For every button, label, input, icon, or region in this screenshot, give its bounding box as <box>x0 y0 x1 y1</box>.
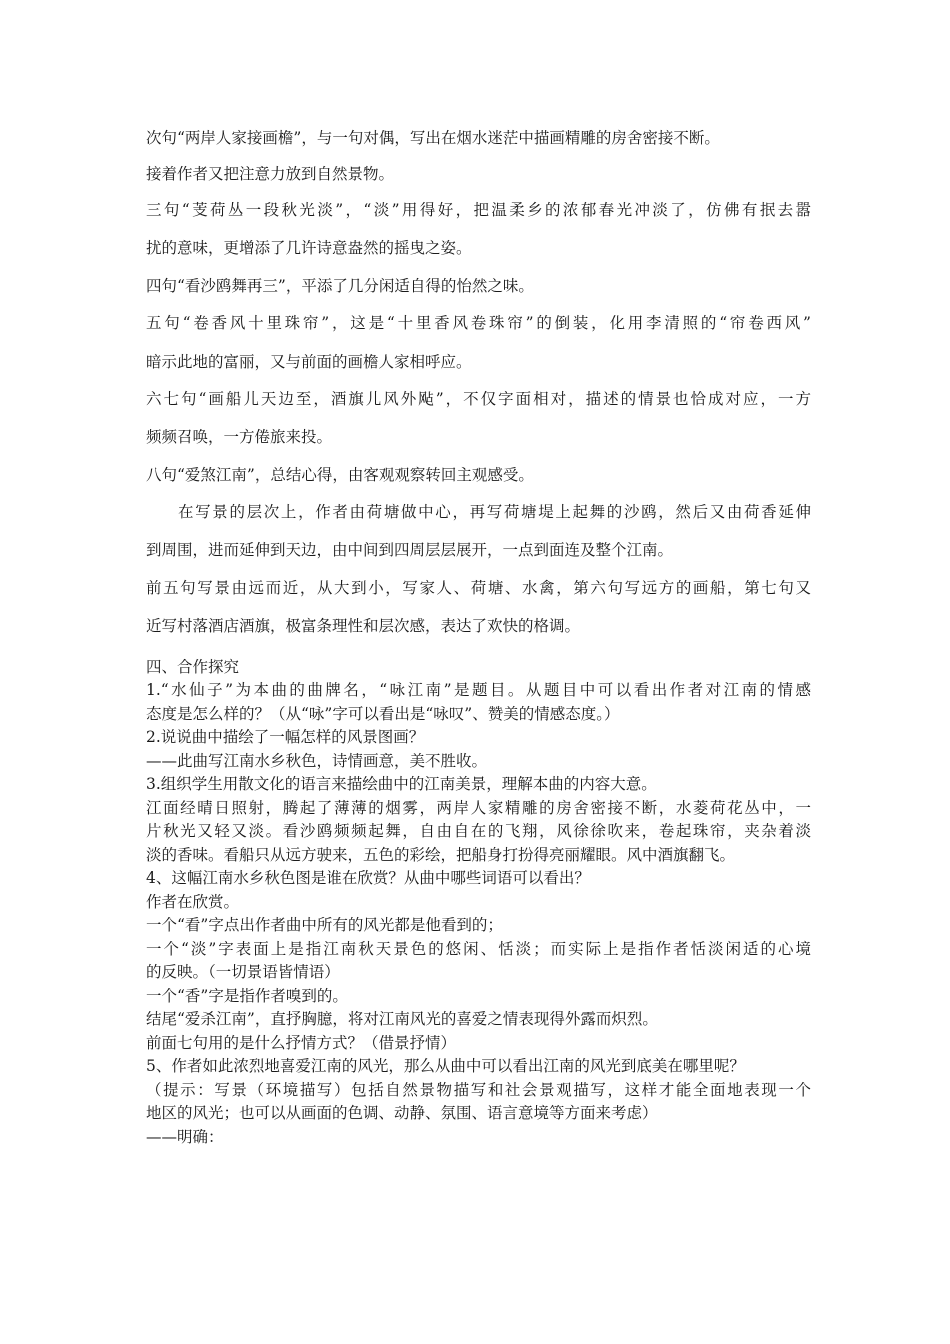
text-line: 淡的香味。看船只从远方驶来，五色的彩绘，把船身打扮得亮丽耀眼。风中酒旗翻飞。 <box>146 846 736 864</box>
text-line: 四句“看沙鸥舞再三”，平添了几分闲适自得的怡然之味。 <box>146 277 534 295</box>
text-line: 4、这幅江南水乡秋色图是谁在欣赏？从曲中哪些词语可以看出？ <box>146 869 590 887</box>
text-line: 的反映。（一切景语皆情语） <box>146 963 340 981</box>
text-line: 近写村落酒店酒旗，极富条理性和层次感，表达了欢快的格调。 <box>146 617 581 635</box>
text-line: 三句“芰荷丛一段秋光淡”，“淡”用得好，把温柔乡的浓郁春光冲淡了，仿佛有抿去嚣 <box>146 201 811 219</box>
text-line: 一个“香”字是指作者嗅到的。 <box>146 987 348 1005</box>
text-line: 接着作者又把注意力放到自然景物。 <box>146 165 395 183</box>
text-line: 到周围，进而延伸到天边，由中间到四周层层展开，一点到面连及整个江南。 <box>146 541 674 559</box>
text-line: 一个“看”字点出作者曲中所有的风光都是他看到的； <box>146 916 503 934</box>
text-line: 前五句写景由远而近，从大到小，写家人、荷塘、水禽，第六句写远方的画船，第七句又 <box>146 579 811 597</box>
text-line: 八句“爱煞江南”，总结心得，由客观观察转回主观感受。 <box>146 466 534 484</box>
text-line: 频频召唤，一方倦旅来投。 <box>146 428 333 446</box>
text-line: 六七句“画船儿天边至，酒旗儿风外飐”，不仅字面相对，描述的情景也恰成对应，一方 <box>146 390 811 408</box>
text-line: 在写景的层次上，作者由荷塘做中心，再写荷塘堤上起舞的沙鸥，然后又由荷香延伸 <box>178 503 811 521</box>
text-line: 五句“卷香风十里珠帘”，这是“十里香风卷珠帘”的倒装，化用李清照的“帘卷西风” <box>146 314 811 332</box>
text-line: ——此曲写江南水乡秋色，诗情画意，美不胜收。 <box>146 752 488 770</box>
text-line: 态度是怎么样的？（从“咏”字可以看出是“咏叹”、赞美的情感态度。） <box>146 705 620 723</box>
text-line: （提示：写景（环境描写）包括自然景物描写和社会景观描写，这样才能全面地表现一个 <box>146 1081 811 1099</box>
text-line: 作者在欣赏。 <box>146 893 240 911</box>
text-line: 2.说说曲中描绘了一幅怎样的风景图画？ <box>146 728 425 746</box>
text-line: ——明确： <box>146 1128 224 1146</box>
section-heading: 四、合作探究 <box>146 658 240 676</box>
text-line: 结尾“爱杀江南”，直抒胸臆，将对江南风光的喜爱之情表现得外露而炽烈。 <box>146 1010 658 1028</box>
text-line: 次句“两岸人家接画檐”，与一句对偶，写出在烟水迷茫中描画精雕的房舍密接不断。 <box>146 129 720 147</box>
text-line: 1.“水仙子”为本曲的曲牌名，“咏江南”是题目。从题目中可以看出作者对江南的情感 <box>146 681 811 699</box>
text-line: 前面七句用的是什么抒情方式？（借景抒情） <box>146 1034 457 1052</box>
text-line: 扰的意味，更增添了几许诗意盎然的摇曳之姿。 <box>146 239 472 257</box>
text-line: 5、作者如此浓烈地喜爱江南的风光，那么从曲中可以看出江南的风光到底美在哪里呢？ <box>146 1057 745 1075</box>
text-line: 地区的风光；也可以从画面的色调、动静、氛围、语言意境等方面来考虑） <box>146 1104 658 1122</box>
text-line: 暗示此地的富丽，又与前面的画檐人家相呼应。 <box>146 353 472 371</box>
text-line: 3.组织学生用散文化的语言来描绘曲中的江南美景，理解本曲的内容大意。 <box>146 775 657 793</box>
text-line: 一个“淡”字表面上是指江南秋天景色的悠闲、恬淡；而实际上是指作者恬淡闲适的心境 <box>146 940 811 958</box>
text-line: 江面经晴日照射，腾起了薄薄的烟雾，两岸人家精雕的房舍密接不断，水菱荷花丛中，一 <box>146 799 811 817</box>
text-line: 片秋光又轻又淡。看沙鸥频频起舞，自由自在的飞翔，风徐徐吹来，卷起珠帘，夹杂着淡 <box>146 822 811 840</box>
